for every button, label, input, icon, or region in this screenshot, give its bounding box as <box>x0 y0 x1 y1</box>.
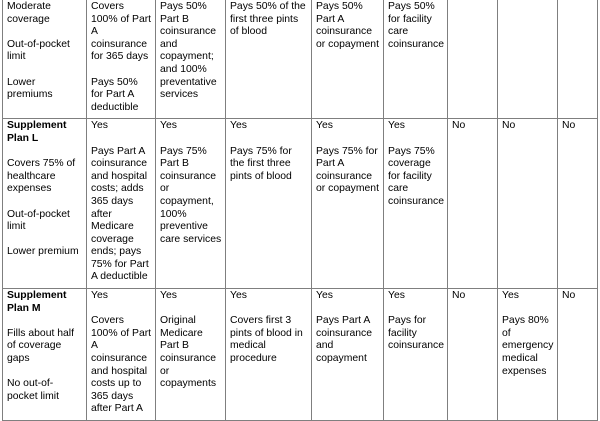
cell-text: Original Medicare Part B coinsurance or copayments <box>160 315 217 390</box>
table-row <box>3 0 598 119</box>
plan-name: Supplement Plan L <box>7 120 67 144</box>
table-cell <box>448 119 498 289</box>
table-cell <box>226 119 312 289</box>
table-cell <box>312 0 384 119</box>
table-cell <box>156 0 226 119</box>
table-cell <box>384 119 448 289</box>
plan-name: Supplement Plan M <box>7 290 67 314</box>
cell-text: Yes <box>91 290 108 302</box>
cell-text: Pays 75% for Part A coinsurance or copayment <box>316 145 379 195</box>
cell-text: Pays 50% for Part A deductible <box>91 76 139 113</box>
cell-text: Yes <box>388 120 405 132</box>
plan-note: Fills about half of coverage gaps <box>7 327 74 365</box>
cell-text: Yes <box>160 290 177 302</box>
cell-text: Yes <box>230 290 247 302</box>
table-cell <box>558 289 598 421</box>
cell-text: No <box>502 120 516 132</box>
plan-note: Covers 75% of healthcare expenses <box>7 158 76 195</box>
cell-text: Pays Part A coinsurance and hospital costs; adds 365 days after Medicare coverage ends; pays 75% for Part A deductible <box>91 145 149 283</box>
plan-note: Lower premiums <box>7 76 53 101</box>
cell-text: Pays 50% Part A coinsurance or copayment <box>316 1 379 50</box>
table-cell <box>156 289 226 421</box>
cell-text: Yes <box>91 120 108 132</box>
table-cell <box>312 119 384 289</box>
table-cell <box>384 0 448 119</box>
plan-note: Moderate coverage <box>7 1 51 25</box>
table-cell <box>87 119 156 289</box>
plan-cell <box>3 119 87 289</box>
cell-text: Yes <box>502 290 519 302</box>
table-cell <box>384 289 448 421</box>
table-cell <box>226 0 312 119</box>
table-cell <box>448 0 498 119</box>
table-cell <box>87 289 156 421</box>
plan-note: Out-of-pocket limit <box>7 208 70 233</box>
cell-text: Pays Part A coinsurance and copayment <box>316 315 373 365</box>
cell-text: No <box>562 290 576 302</box>
cell-text: Pays 75% for the first three pints of blood <box>230 145 292 182</box>
plan-cell <box>3 0 87 119</box>
cell-text: Pays 75% Part B coinsurance or copayment, 100% preventive care services <box>160 145 222 245</box>
cell-text: Yes <box>160 120 177 132</box>
cell-text: Yes <box>388 290 405 302</box>
table-cell <box>498 0 558 119</box>
table-cell <box>558 0 598 119</box>
table-row <box>3 289 598 421</box>
table-cell <box>448 289 498 421</box>
table-cell <box>312 289 384 421</box>
table-cell <box>87 0 156 119</box>
cell-text: Covers 100% of Part A coinsurance for 365 days <box>91 1 152 63</box>
table-cell <box>498 289 558 421</box>
cell-text: Yes <box>316 290 333 302</box>
plan-note: Lower premium <box>7 246 79 258</box>
cell-text: No <box>452 120 466 132</box>
plan-comparison-table <box>2 0 598 421</box>
cell-text: Covers 100% of Part A coinsurance and hospital costs up to 365 days after Part A <box>91 315 152 415</box>
cell-text: Pays for facility coinsurance <box>388 315 445 352</box>
plan-note: Out-of-pocket limit <box>7 38 70 63</box>
table-cell <box>558 119 598 289</box>
cell-text: Pays 50% Part B coinsurance and copayment; and 100% preventative services <box>160 1 217 101</box>
plan-note: No out-of-pocket limit <box>7 378 59 402</box>
cell-text: No <box>562 120 576 132</box>
cell-text: Pays 80% of emergency medical expenses <box>502 315 554 377</box>
cell-text: Pays 50% of the first three pints of blood <box>230 1 306 38</box>
cell-text: Yes <box>230 120 247 132</box>
table-cell <box>226 289 312 421</box>
table-row <box>3 119 598 289</box>
cell-text: Covers first 3 pints of blood in medical procedure <box>230 315 303 365</box>
cell-text: Pays 75% coverage for facility care coinsurance <box>388 145 445 207</box>
plan-cell <box>3 289 87 421</box>
table-cell <box>498 119 558 289</box>
cell-text: Yes <box>316 120 333 132</box>
cell-text: No <box>452 290 466 302</box>
cell-text: Pays 50% for facility care coinsurance <box>388 1 445 50</box>
table-cell <box>156 119 226 289</box>
